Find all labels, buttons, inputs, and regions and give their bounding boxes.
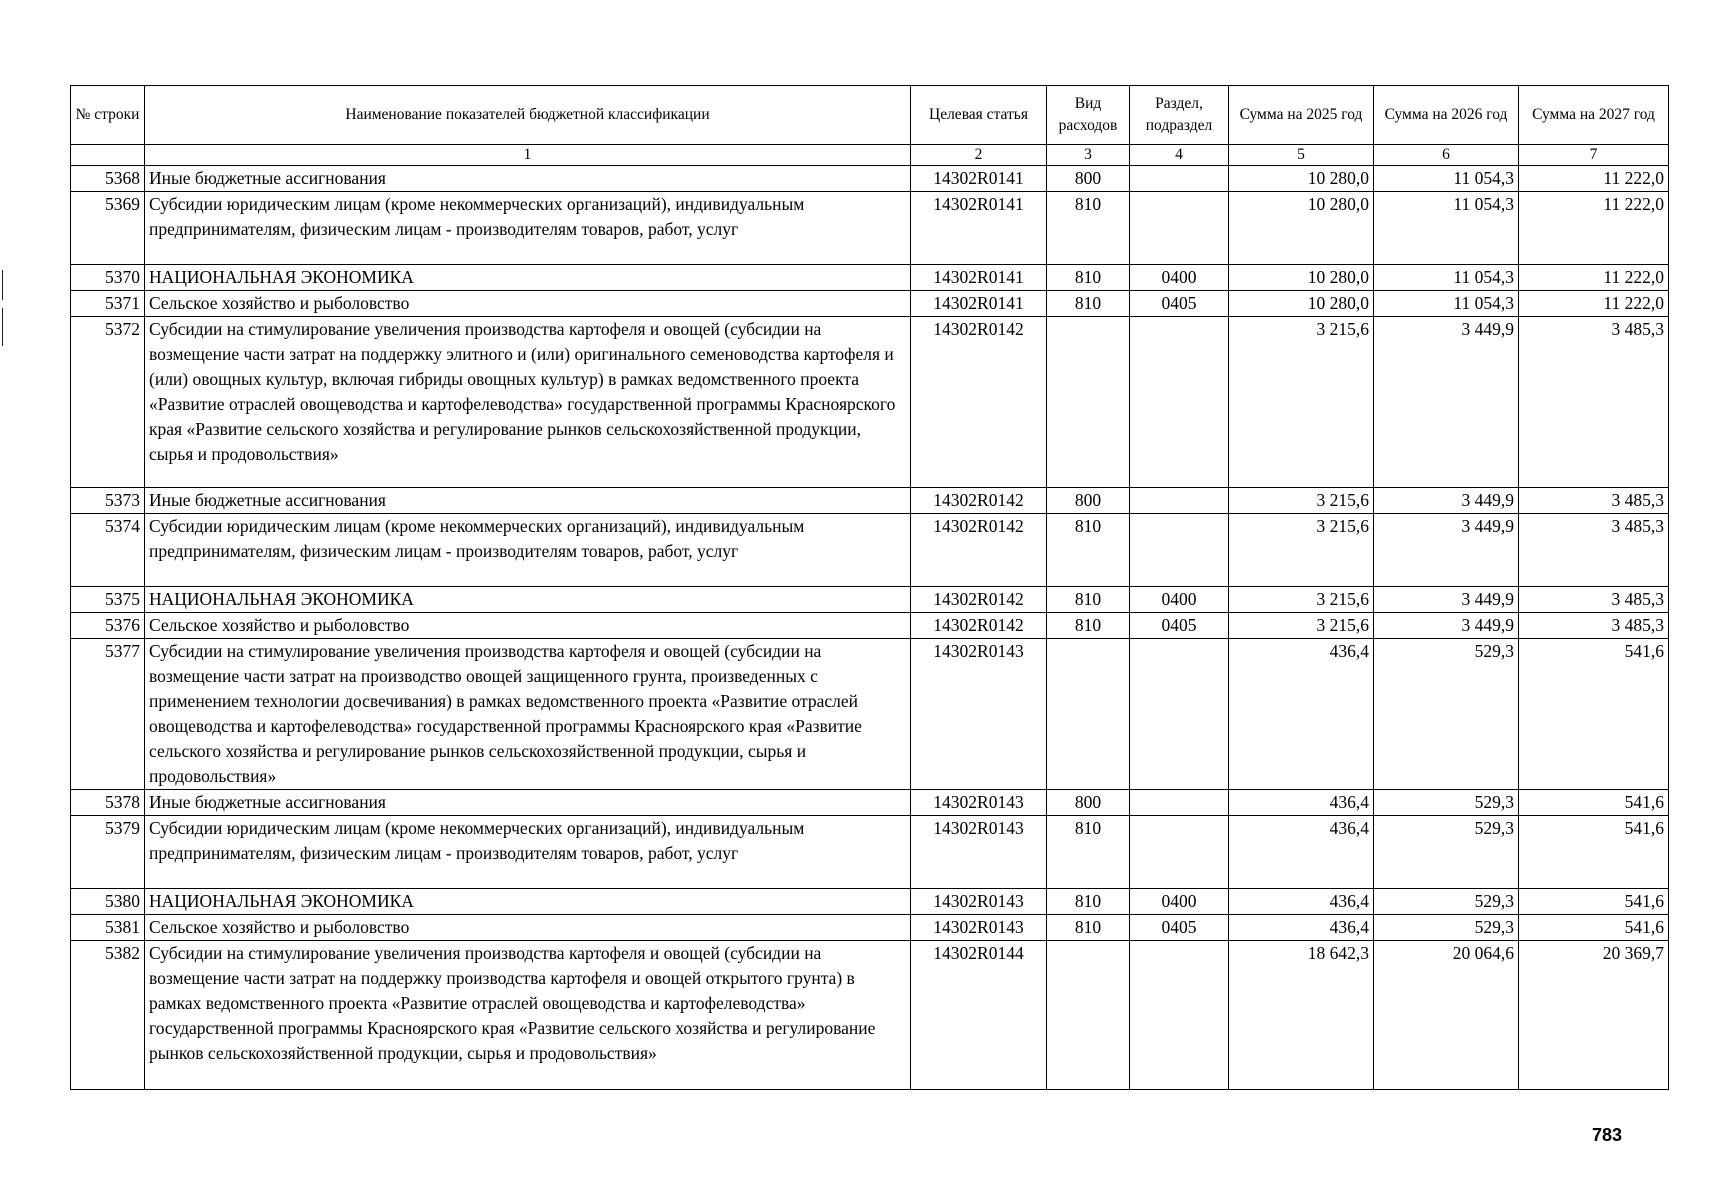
row-name: Субсидии юридическим лицам (кроме некоммерческих организаций), индивидуальным предпринимателям, физическим лицам - производителям товаров, работ, услуг xyxy=(145,514,911,587)
row-sum-2025: 3 215,6 xyxy=(1229,488,1374,514)
row-number: 5377 xyxy=(71,639,145,790)
row-target: 14302R0141 xyxy=(911,291,1047,317)
row-sum-2027: 541,6 xyxy=(1519,790,1669,816)
row-section xyxy=(1130,639,1229,790)
row-sum-2027: 3 485,3 xyxy=(1519,317,1669,488)
row-sum-2025: 18 642,3 xyxy=(1229,941,1374,1090)
row-kind: 810 xyxy=(1047,889,1130,915)
row-target: 14302R0143 xyxy=(911,915,1047,941)
row-sum-2027: 20 369,7 xyxy=(1519,941,1669,1090)
col-header-2026: Сумма на 2026 год xyxy=(1374,86,1519,145)
row-number: 5380 xyxy=(71,889,145,915)
row-sum-2025: 10 280,0 xyxy=(1229,291,1374,317)
row-sum-2025: 436,4 xyxy=(1229,790,1374,816)
row-name: Сельское хозяйство и рыболовство xyxy=(145,915,911,941)
row-section: 0400 xyxy=(1130,587,1229,613)
row-sum-2026: 11 054,3 xyxy=(1374,192,1519,265)
row-sum-2026: 11 054,3 xyxy=(1374,166,1519,192)
table-row xyxy=(71,265,1669,291)
row-target: 14302R0142 xyxy=(911,587,1047,613)
row-sum-2027: 3 485,3 xyxy=(1519,514,1669,587)
column-number: 3 xyxy=(1047,145,1130,166)
row-number: 5369 xyxy=(71,192,145,265)
header-row xyxy=(71,86,1669,145)
row-sum-2026: 20 064,6 xyxy=(1374,941,1519,1090)
row-sum-2026: 529,3 xyxy=(1374,915,1519,941)
row-number: 5382 xyxy=(71,941,145,1090)
row-section: 0400 xyxy=(1130,265,1229,291)
row-name: Субсидии юридическим лицам (кроме некоммерческих организаций), индивидуальным предпринимателям, физическим лицам - производителям товаров, работ, услуг xyxy=(145,192,911,265)
table-row xyxy=(71,941,1669,1090)
row-sum-2026: 3 449,9 xyxy=(1374,317,1519,488)
column-number xyxy=(71,145,145,166)
table-row xyxy=(71,613,1669,639)
row-sum-2026: 529,3 xyxy=(1374,639,1519,790)
row-name: Иные бюджетные ассигнования xyxy=(145,790,911,816)
col-header-2025: Сумма на 2025 год xyxy=(1229,86,1374,145)
budget-table xyxy=(70,85,1669,1090)
row-target: 14302R0141 xyxy=(911,166,1047,192)
row-sum-2026: 529,3 xyxy=(1374,816,1519,889)
table-row xyxy=(71,587,1669,613)
row-sum-2027: 3 485,3 xyxy=(1519,488,1669,514)
row-sum-2025: 3 215,6 xyxy=(1229,317,1374,488)
row-sum-2027: 3 485,3 xyxy=(1519,587,1669,613)
row-target: 14302R0143 xyxy=(911,889,1047,915)
row-kind: 810 xyxy=(1047,587,1130,613)
row-target: 14302R0142 xyxy=(911,488,1047,514)
row-kind: 810 xyxy=(1047,915,1130,941)
row-number: 5381 xyxy=(71,915,145,941)
col-header-kind: Вид расходов xyxy=(1047,86,1130,145)
row-target: 14302R0141 xyxy=(911,192,1047,265)
row-sum-2025: 436,4 xyxy=(1229,816,1374,889)
row-target: 14302R0142 xyxy=(911,317,1047,488)
row-kind: 810 xyxy=(1047,192,1130,265)
row-sum-2026: 11 054,3 xyxy=(1374,265,1519,291)
row-name: Иные бюджетные ассигнования xyxy=(145,166,911,192)
row-sum-2027: 541,6 xyxy=(1519,889,1669,915)
row-sum-2026: 11 054,3 xyxy=(1374,291,1519,317)
row-sum-2025: 10 280,0 xyxy=(1229,192,1374,265)
table-row xyxy=(71,889,1669,915)
row-name: Сельское хозяйство и рыболовство xyxy=(145,613,911,639)
table-row xyxy=(71,816,1669,889)
row-sum-2025: 436,4 xyxy=(1229,639,1374,790)
row-sum-2025: 436,4 xyxy=(1229,889,1374,915)
scan-margin-mark xyxy=(2,270,3,300)
table-row xyxy=(71,514,1669,587)
scan-margin-mark xyxy=(2,308,3,346)
row-name: НАЦИОНАЛЬНАЯ ЭКОНОМИКА xyxy=(145,889,911,915)
row-number: 5370 xyxy=(71,265,145,291)
column-number-row xyxy=(71,145,1669,166)
row-kind xyxy=(1047,639,1130,790)
table-row xyxy=(71,192,1669,265)
row-kind: 810 xyxy=(1047,613,1130,639)
row-number: 5372 xyxy=(71,317,145,488)
row-sum-2026: 3 449,9 xyxy=(1374,613,1519,639)
row-sum-2027: 541,6 xyxy=(1519,816,1669,889)
row-kind xyxy=(1047,941,1130,1090)
row-section: 0405 xyxy=(1130,915,1229,941)
row-sum-2027: 3 485,3 xyxy=(1519,613,1669,639)
row-sum-2025: 10 280,0 xyxy=(1229,166,1374,192)
row-name: НАЦИОНАЛЬНАЯ ЭКОНОМИКА xyxy=(145,265,911,291)
row-sum-2027: 541,6 xyxy=(1519,915,1669,941)
row-number: 5373 xyxy=(71,488,145,514)
row-kind: 810 xyxy=(1047,291,1130,317)
row-name: Субсидии на стимулирование увеличения производства картофеля и овощей (субсидии на возмещение части затрат на производство овощей защищенного грунта, произведенных с применением технологии досвечивания) в рамках ведомственного проекта «Развитие отраслей овощеводства и картофелеводства» государственной программы Красноярского края «Развитие сельского хозяйства и регулирование рынков сельскохозяйственной продукции, сырья и продовольствия» xyxy=(145,639,911,790)
row-kind: 800 xyxy=(1047,488,1130,514)
table-row xyxy=(71,639,1669,790)
row-name: Субсидии на стимулирование увеличения производства картофеля и овощей (субсидии на возмещение части затрат на поддержку производства картофеля и овощей открытого грунта) в рамках ведомственного проекта «Развитие отраслей овощеводства и картофелеводства» государственной программы Красноярского края «Развитие сельского хозяйства и регулирование рынков сельскохозяйственной продукции, сырья и продовольствия» xyxy=(145,941,911,1090)
row-sum-2025: 436,4 xyxy=(1229,915,1374,941)
row-section: 0405 xyxy=(1130,613,1229,639)
table-row xyxy=(71,915,1669,941)
row-kind: 800 xyxy=(1047,790,1130,816)
row-kind: 800 xyxy=(1047,166,1130,192)
row-section xyxy=(1130,816,1229,889)
row-section xyxy=(1130,941,1229,1090)
column-number: 1 xyxy=(145,145,911,166)
row-sum-2025: 3 215,6 xyxy=(1229,514,1374,587)
row-sum-2026: 529,3 xyxy=(1374,889,1519,915)
row-section: 0400 xyxy=(1130,889,1229,915)
row-number: 5376 xyxy=(71,613,145,639)
row-number: 5368 xyxy=(71,166,145,192)
row-section xyxy=(1130,192,1229,265)
row-name: Иные бюджетные ассигнования xyxy=(145,488,911,514)
row-name: Сельское хозяйство и рыболовство xyxy=(145,291,911,317)
col-header-name: Наименование показателей бюджетной классификации xyxy=(145,86,911,145)
row-kind: 810 xyxy=(1047,265,1130,291)
row-number: 5374 xyxy=(71,514,145,587)
row-sum-2027: 11 222,0 xyxy=(1519,265,1669,291)
row-sum-2027: 541,6 xyxy=(1519,639,1669,790)
row-number: 5375 xyxy=(71,587,145,613)
row-sum-2026: 3 449,9 xyxy=(1374,587,1519,613)
row-name: НАЦИОНАЛЬНАЯ ЭКОНОМИКА xyxy=(145,587,911,613)
table-row xyxy=(71,790,1669,816)
row-target: 14302R0142 xyxy=(911,613,1047,639)
row-section: 0405 xyxy=(1130,291,1229,317)
row-target: 14302R0144 xyxy=(911,941,1047,1090)
row-kind xyxy=(1047,317,1130,488)
row-section xyxy=(1130,317,1229,488)
row-sum-2027: 11 222,0 xyxy=(1519,166,1669,192)
row-target: 14302R0142 xyxy=(911,514,1047,587)
column-number: 5 xyxy=(1229,145,1374,166)
row-number: 5378 xyxy=(71,790,145,816)
row-sum-2027: 11 222,0 xyxy=(1519,192,1669,265)
col-header-section: Раздел, подраздел xyxy=(1130,86,1229,145)
table-row xyxy=(71,317,1669,488)
table-row xyxy=(71,291,1669,317)
row-section xyxy=(1130,166,1229,192)
row-sum-2025: 10 280,0 xyxy=(1229,265,1374,291)
column-number: 4 xyxy=(1130,145,1229,166)
row-number: 5379 xyxy=(71,816,145,889)
row-target: 14302R0141 xyxy=(911,265,1047,291)
row-name: Субсидии юридическим лицам (кроме некоммерческих организаций), индивидуальным предпринимателям, физическим лицам - производителям товаров, работ, услуг xyxy=(145,816,911,889)
row-sum-2026: 3 449,9 xyxy=(1374,488,1519,514)
column-number: 7 xyxy=(1519,145,1669,166)
table-row xyxy=(71,488,1669,514)
row-section xyxy=(1130,488,1229,514)
column-number: 2 xyxy=(911,145,1047,166)
row-section xyxy=(1130,514,1229,587)
col-header-target: Целевая статья xyxy=(911,86,1047,145)
row-sum-2025: 3 215,6 xyxy=(1229,587,1374,613)
row-sum-2026: 3 449,9 xyxy=(1374,514,1519,587)
row-target: 14302R0143 xyxy=(911,816,1047,889)
row-name: Субсидии на стимулирование увеличения производства картофеля и овощей (субсидии на возмещение части затрат на поддержку элитного и (или) оригинального семеноводства картофеля и (или) овощных культур, включая гибриды овощных культур) в рамках ведомственного проекта «Развитие отраслей овощеводства и картофелеводства» государственной программы Красноярского края «Развитие сельского хозяйства и регулирование рынков сельскохозяйственной продукции, сырья и продовольствия» xyxy=(145,317,911,488)
row-number: 5371 xyxy=(71,291,145,317)
row-target: 14302R0143 xyxy=(911,639,1047,790)
row-target: 14302R0143 xyxy=(911,790,1047,816)
table-row xyxy=(71,166,1669,192)
column-number: 6 xyxy=(1374,145,1519,166)
row-kind: 810 xyxy=(1047,816,1130,889)
row-section xyxy=(1130,790,1229,816)
row-sum-2027: 11 222,0 xyxy=(1519,291,1669,317)
row-sum-2026: 529,3 xyxy=(1374,790,1519,816)
row-kind: 810 xyxy=(1047,514,1130,587)
row-sum-2025: 3 215,6 xyxy=(1229,613,1374,639)
page-number: 783 xyxy=(1591,1125,1622,1145)
col-header-2027: Сумма на 2027 год xyxy=(1519,86,1669,145)
col-header-no: № строки xyxy=(71,86,145,145)
